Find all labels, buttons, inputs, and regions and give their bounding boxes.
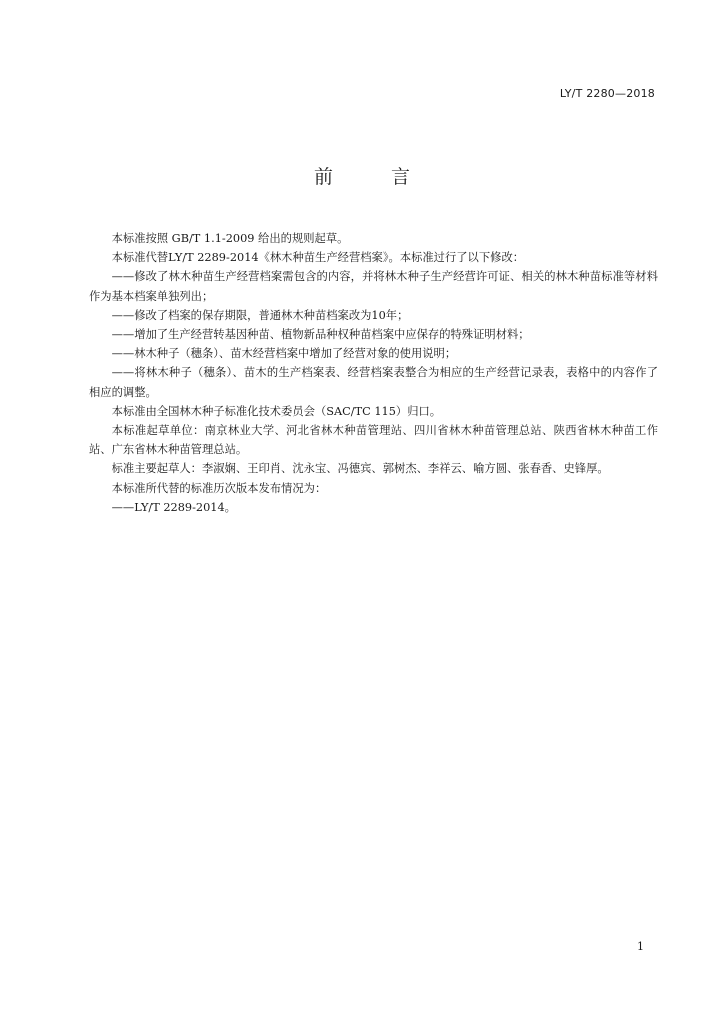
foreword-body	[89, 229, 658, 517]
paragraph: 标准主要起草人：李淑娴、王印肖、沈永宝、冯德宾、郭树杰、李祥云、喻方圆、张春香、史锋厚。	[111, 462, 609, 476]
list-item: ——增加了生产经营转基因种苗、植物新品种权种苗档案中应保存的特殊证明材料；	[111, 328, 530, 342]
paragraph: 本标准起草单位：南京林业大学、河北省林木种苗管理站、四川省林木种苗管理总站、陕西省林木种苗工作站、广东省林木种苗管理总站。	[89, 424, 658, 457]
list-item: ——修改了档案的保存期限，普通林木种苗档案改为10年；	[111, 308, 409, 322]
page-number: 1	[637, 940, 644, 953]
paragraph: 本标准代替LY/T 2289-2014《林木种苗生产经营档案》。本标准过行了以下修改：	[111, 251, 525, 265]
paragraph: 本标准按照 GB/T 1.1-2009 给出的规则起草。	[111, 232, 349, 245]
page-title: 前 言	[313, 166, 437, 188]
list-item: ——将林木种子（穗条）、苗木的生产档案表、经营档案表整合为相应的生产经营记录表，表格中的内容作了相应的调整。	[89, 366, 658, 399]
list-item: ——林木种子（穗条）、苗木经营档案中增加了经营对象的使用说明；	[111, 347, 457, 361]
standard-code: LY/T 2280—2018	[559, 87, 655, 100]
list-item: ——修改了林木种苗生产经营档案需包含的内容，并将林木种子生产经营许可证、相关的林木种苗标准等材料作为基本档案单独列出；	[89, 270, 658, 303]
paragraph: 本标准所代替的标准历次版本发布情况为：	[111, 481, 327, 495]
paragraph: 本标准由全国林木种子标准化技术委员会（SAC/TC 115）归口。	[111, 404, 442, 418]
list-item: ——LY/T 2289-2014。	[111, 500, 236, 514]
